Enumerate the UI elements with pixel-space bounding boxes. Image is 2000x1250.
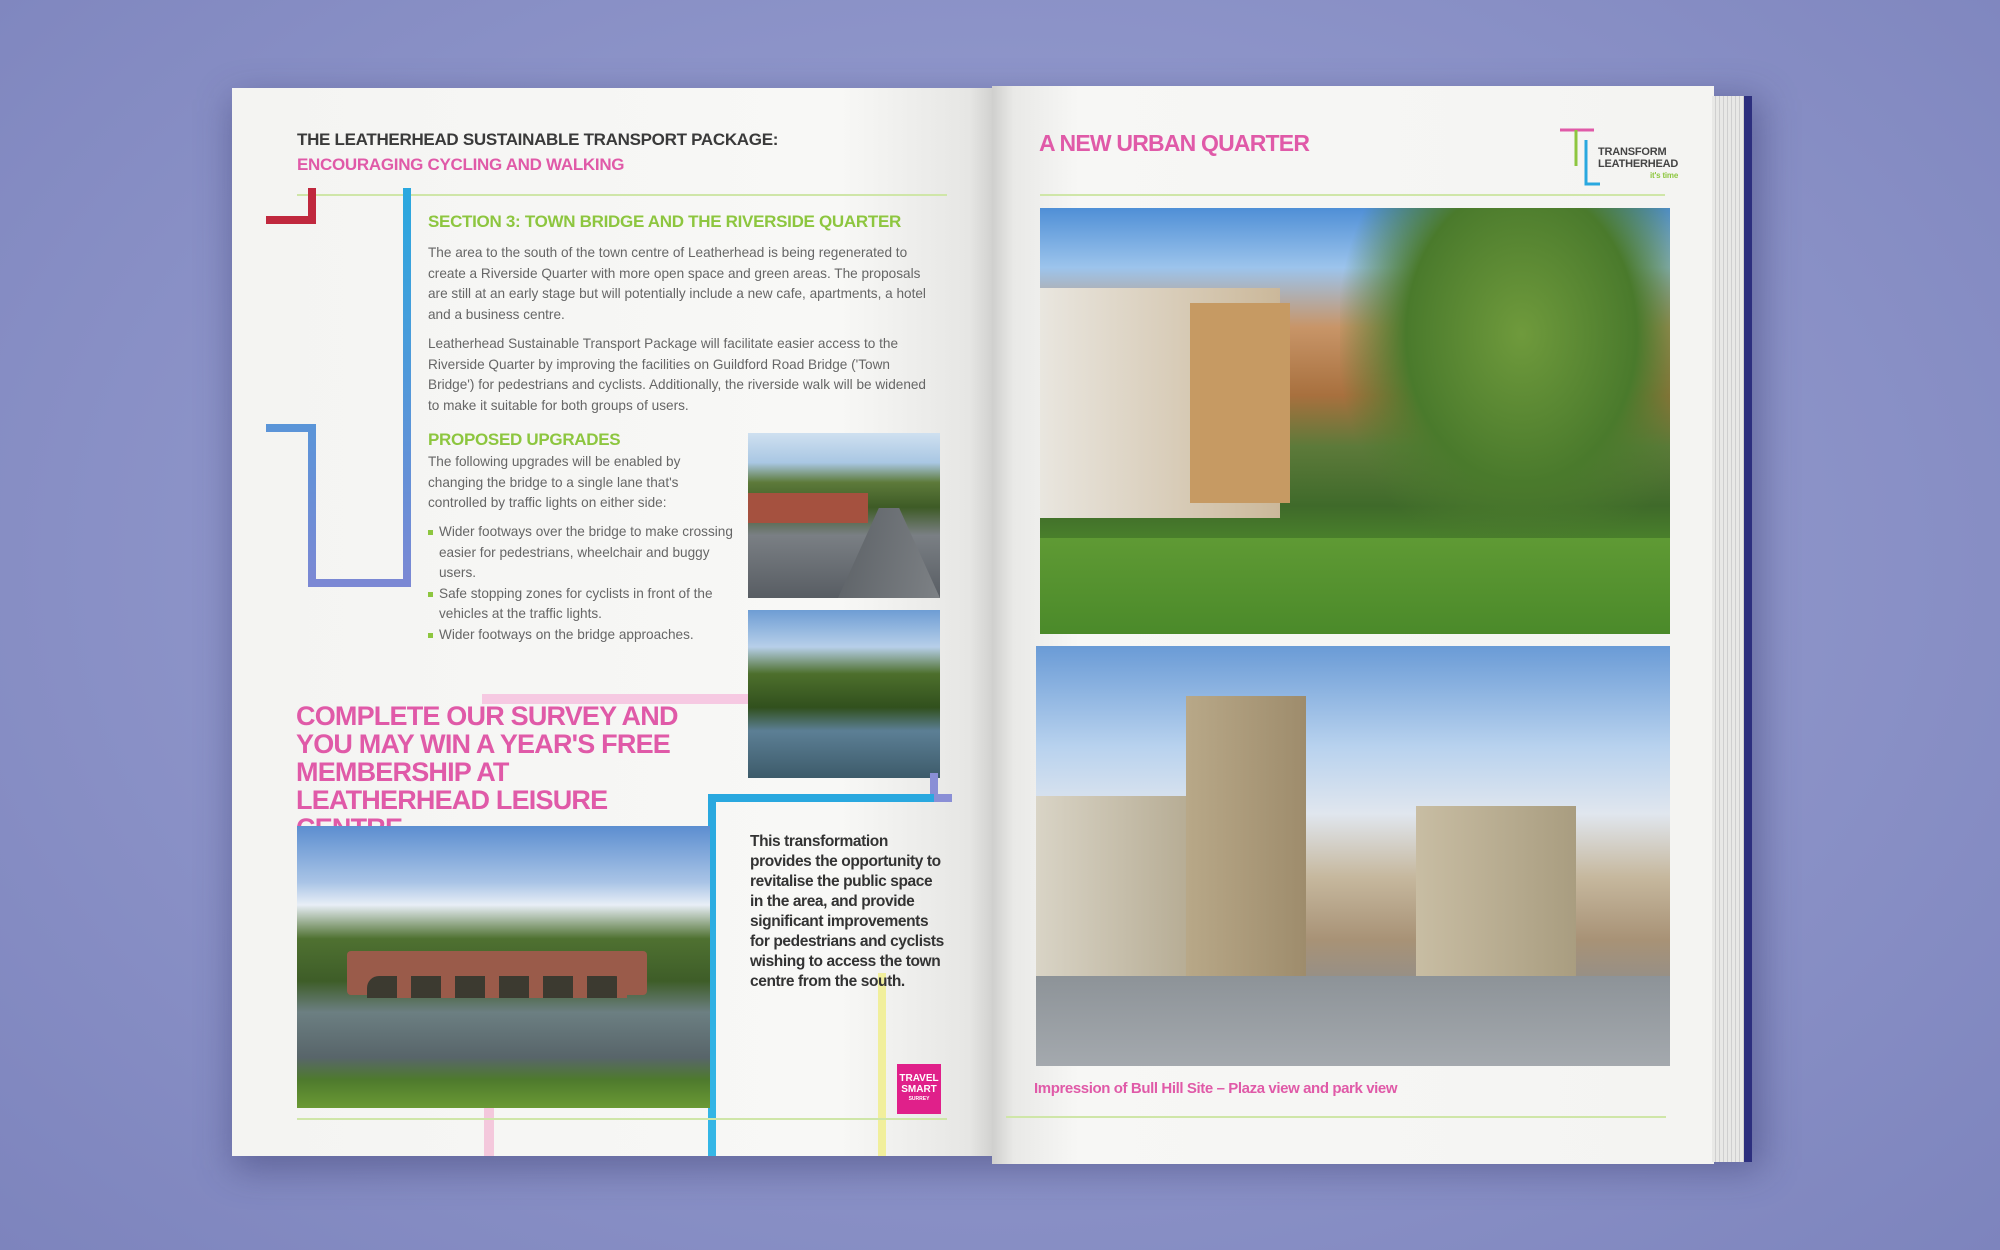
transform-leatherhead-logo-mark: [1558, 126, 1602, 188]
plaza-view-render: [1036, 646, 1670, 1066]
right-page: [992, 86, 1714, 1164]
logo-tagline: it's time: [1649, 171, 1679, 180]
footer-rule-left: [297, 1118, 947, 1120]
travel-smart-logo: [897, 1064, 941, 1114]
section-heading: SECTION 3: TOWN BRIDGE AND THE RIVERSIDE QUARTER: [428, 212, 901, 231]
transform-leatherhead-logo: [1598, 146, 1678, 182]
list-item: Wider footways over the bridge to make crossing easier for pedestrians, wheelchair and buggy users.: [428, 522, 733, 584]
decorative-frame-lines: [232, 188, 422, 608]
logo-line2: LEATHERHEAD: [1598, 158, 1679, 170]
left-page: [232, 88, 992, 1156]
upgrades-list: [428, 522, 733, 645]
travel-smart-line1: TRAVEL: [899, 1073, 939, 1084]
logo-line1: TRANSFORM: [1598, 146, 1667, 158]
upgrades-intro: The following upgrades will be enabled by changing the bridge to a single lane that's controlled by traffic lights on either side:: [428, 454, 681, 510]
park-view-render: [1040, 208, 1670, 634]
road-bridge-photo: [748, 433, 940, 598]
bridge-river-photo: [297, 826, 710, 1108]
paragraph-1: The area to the south of the town centre of Leatherhead is being regenerated to create a Riverside Quarter with more open space and green areas. The proposals are still at an early stage but will potentially include a new cafe, apartments, a hotel and a business centre.: [428, 245, 926, 322]
upgrades-heading: PROPOSED UPGRADES: [428, 430, 621, 449]
travel-smart-line3: SURREY: [908, 1096, 930, 1102]
left-title-line1: THE LEATHERHEAD SUSTAINABLE TRANSPORT PACKAGE:: [297, 130, 779, 149]
footer-rule-right: [1006, 1116, 1666, 1118]
travel-smart-line2: SMART: [901, 1084, 937, 1095]
render-caption: Impression of Bull Hill Site – Plaza view and park view: [1034, 1080, 1398, 1097]
list-item: Safe stopping zones for cyclists in front of the vehicles at the traffic lights.: [428, 584, 733, 625]
survey-promo: COMPLETE OUR SURVEY AND YOU MAY WIN A YEAR'S FREE MEMBERSHIP AT LEATHERHEAD LEISURE: [296, 701, 678, 815]
callout-text: This transformation provides the opportunity to revitalise the public space in the area, and provide significant improvements for pedestrians and cyclists wishing to access the town centre from the south.: [750, 833, 944, 990]
page-edges: [1712, 96, 1752, 1162]
left-title-line2: ENCOURAGING CYCLING AND WALKING: [297, 155, 625, 174]
list-item: Wider footways on the bridge approaches.: [428, 625, 733, 646]
right-header-rule: [1040, 194, 1665, 196]
right-page-title: A NEW URBAN QUARTER: [1039, 130, 1310, 156]
paragraph-2: Leatherhead Sustainable Transport Package will facilitate easier access to the Riverside Quarter by improving the facilities on Guildford Road Bridge ('Town Bridge') for pedestrians and cyclists. Additionally, the riverside walk will be widened to make it suitable for both groups of users.: [428, 336, 926, 413]
